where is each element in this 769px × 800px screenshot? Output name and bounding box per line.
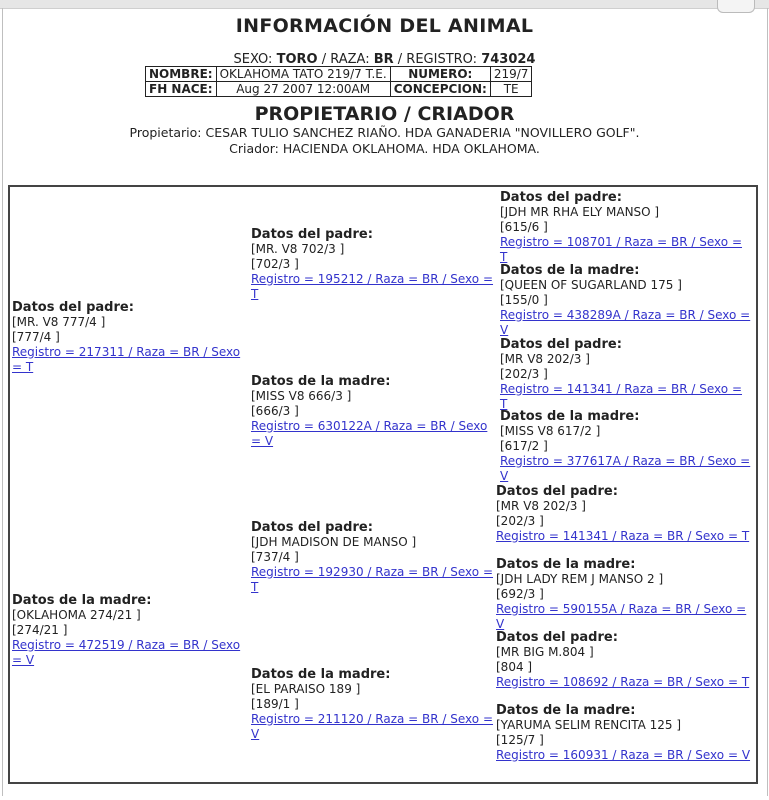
- numero-value: 219/7: [490, 67, 532, 82]
- ancestor-node: [500, 190, 752, 265]
- maternal-grandsire-node: [251, 520, 493, 595]
- sire-node: [12, 300, 248, 375]
- propietario-text: Propietario: CESAR TULIO SANCHEZ RIAÑO. HDA GANADERIA "NOVILLERO GOLF".: [129, 125, 640, 140]
- dam-node: [12, 593, 248, 668]
- node-heading: Datos del padre:: [496, 630, 618, 645]
- ancestor-node: [496, 484, 752, 544]
- node-heading: Datos de la madre:: [500, 263, 640, 278]
- ancestor-node: [500, 337, 752, 412]
- node-name: [MR. V8 702/3 ]: [251, 242, 345, 256]
- node-name: [YARUMA SELIM RENCITA 125 ]: [496, 718, 682, 732]
- node-code: [737/4 ]: [251, 550, 299, 564]
- node-name: [JDH MADISON DE MANSO ]: [251, 535, 417, 549]
- node-name: [JDH MR RHA ELY MANSO ]: [500, 205, 660, 219]
- registro-link[interactable]: Registro = 472519 / Raza = BR / Sexo = V: [12, 638, 241, 667]
- node-code: [666/3 ]: [251, 404, 299, 418]
- node-heading: Datos del padre:: [500, 337, 622, 352]
- registro-link[interactable]: Registro = 211120 / Raza = BR / Sexo = V: [251, 712, 494, 741]
- concepcion-value: TE: [490, 82, 532, 97]
- summary-line: SEXO: TORO / RAZA: BR / REGISTRO: 743024: [233, 52, 536, 67]
- criador-text: Criador: HACIENDA OKLAHOMA. HDA OKLAHOMA.: [229, 141, 540, 156]
- registro-link[interactable]: Registro = 630122A / Raza = BR / Sexo = V: [251, 419, 488, 448]
- registro-link[interactable]: Registro = 217311 / Raza = BR / Sexo = T: [12, 345, 241, 374]
- node-name: [OKLAHOMA 274/21 ]: [12, 608, 141, 622]
- registro-link[interactable]: Registro = 141341 / Raza = BR / Sexo = T: [496, 529, 750, 543]
- paternal-grandsire-node: [251, 227, 493, 302]
- registro-link[interactable]: Registro = 160931 / Raza = BR / Sexo = V: [496, 748, 751, 762]
- node-heading: Datos del padre:: [251, 520, 373, 535]
- node-code: [617/2 ]: [500, 439, 548, 453]
- node-code: [274/21 ]: [12, 623, 68, 637]
- node-code: [615/6 ]: [500, 220, 548, 234]
- node-name: [MR V8 202/3 ]: [496, 499, 586, 513]
- node-name: [MR BIG M.804 ]: [496, 645, 594, 659]
- raza-value: BR: [373, 52, 394, 67]
- ancestor-node: [496, 703, 752, 763]
- animal-info-table: [145, 66, 532, 97]
- node-code: [202/3 ]: [496, 514, 544, 528]
- registro-link[interactable]: Registro = 195212 / Raza = BR / Sexo = T: [251, 272, 494, 301]
- node-code: [804 ]: [496, 660, 533, 674]
- sexo-value: TORO: [276, 52, 318, 67]
- node-heading: Datos del padre:: [496, 484, 618, 499]
- pedigree-box: [8, 185, 758, 784]
- node-code: [155/0 ]: [500, 293, 548, 307]
- registro-link[interactable]: Registro = 192930 / Raza = BR / Sexo = T: [251, 565, 494, 594]
- node-code: [189/1 ]: [251, 697, 299, 711]
- registro-label: REGISTRO:: [406, 52, 478, 67]
- ancestor-node: [496, 630, 752, 690]
- node-name: [MR V8 202/3 ]: [500, 352, 590, 366]
- paternal-granddam-node: [251, 374, 493, 449]
- maternal-granddam-node: [251, 667, 493, 742]
- node-heading: Datos de la madre:: [496, 557, 636, 572]
- owners-block: [0, 125, 769, 157]
- node-name: [MISS V8 617/2 ]: [500, 424, 601, 438]
- node-heading: Datos del padre:: [251, 227, 373, 242]
- ancestor-node: [496, 557, 752, 632]
- registro-link[interactable]: Registro = 590155A / Raza = BR / Sexo = V: [496, 602, 747, 631]
- node-code: [125/7 ]: [496, 733, 544, 747]
- concepcion-label: CONCEPCION:: [390, 82, 490, 97]
- node-heading: Datos del padre:: [12, 300, 134, 315]
- sexo-label: SEXO:: [233, 52, 273, 67]
- fh-nace-value: Aug 27 2007 12:00AM: [216, 82, 390, 97]
- registro-link[interactable]: Registro = 108692 / Raza = BR / Sexo = T: [496, 675, 750, 689]
- raza-label: RAZA:: [330, 52, 370, 67]
- node-code: [692/3 ]: [496, 587, 544, 601]
- registro-value: 743024: [481, 52, 536, 67]
- registro-link[interactable]: Registro = 438289A / Raza = BR / Sexo = V: [500, 308, 751, 337]
- node-heading: Datos de la madre:: [12, 593, 152, 608]
- node-code: [777/4 ]: [12, 330, 60, 344]
- node-heading: Datos de la madre:: [496, 703, 636, 718]
- node-heading: Datos de la madre:: [251, 374, 391, 389]
- node-name: [EL PARAISO 189 ]: [251, 682, 361, 696]
- fh-nace-label: FH NACE:: [146, 82, 217, 97]
- node-name: [QUEEN OF SUGARLAND 175 ]: [500, 278, 682, 292]
- nombre-value: OKLAHOMA TATO 219/7 T.E.: [216, 67, 390, 82]
- ancestor-node: [500, 409, 752, 484]
- node-heading: Datos de la madre:: [251, 667, 391, 682]
- node-name: [MISS V8 666/3 ]: [251, 389, 352, 403]
- registro-link[interactable]: Registro = 108701 / Raza = BR / Sexo = T: [500, 235, 743, 264]
- node-heading: Datos de la madre:: [500, 409, 640, 424]
- node-heading: Datos del padre:: [500, 190, 622, 205]
- numero-label: NUMERO:: [390, 67, 490, 82]
- node-code: [202/3 ]: [500, 367, 548, 381]
- node-code: [702/3 ]: [251, 257, 299, 271]
- node-name: [MR. V8 777/4 ]: [12, 315, 106, 329]
- ancestor-node: [500, 263, 752, 338]
- nombre-label: NOMBRE:: [146, 67, 217, 82]
- registro-link[interactable]: Registro = 141341 / Raza = BR / Sexo = T: [500, 382, 743, 411]
- registro-link[interactable]: Registro = 377617A / Raza = BR / Sexo = V: [500, 454, 751, 483]
- node-name: [JDH LADY REM J MANSO 2 ]: [496, 572, 664, 586]
- page-title: INFORMACIÓN DEL ANIMAL: [235, 15, 534, 37]
- owners-title: PROPIETARIO / CRIADOR: [254, 103, 515, 125]
